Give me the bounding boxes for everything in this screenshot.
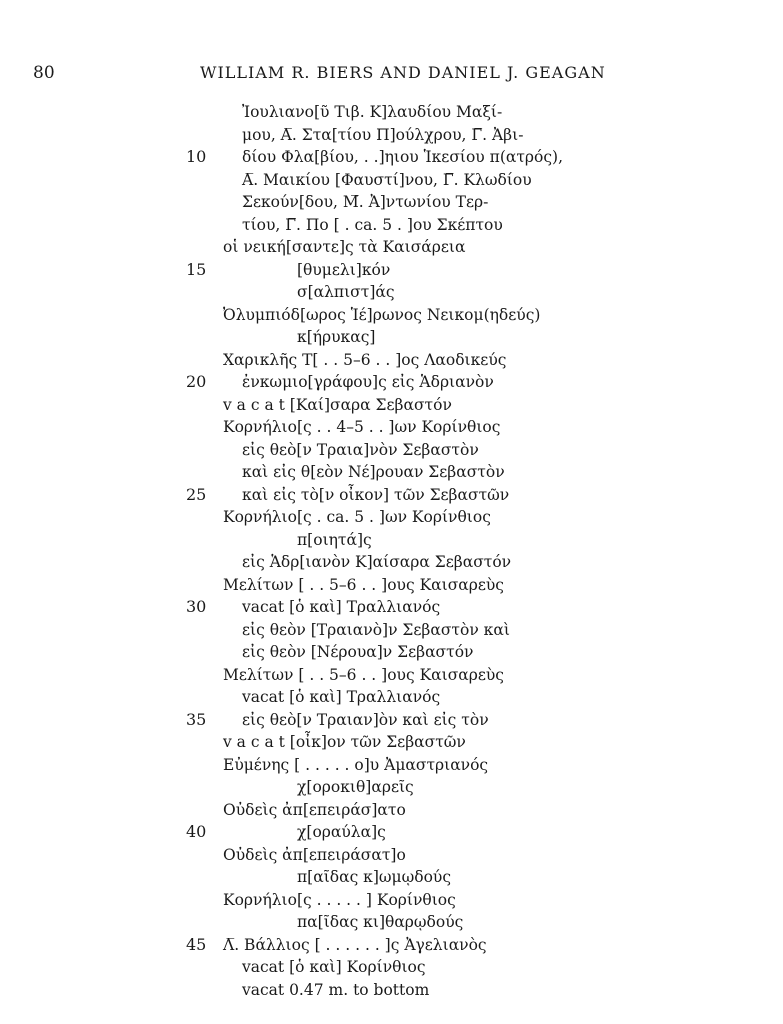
line-text: καὶ εἰς τὸ[ν οἶκον] τῶν Σεβαστῶν <box>242 485 510 504</box>
line-text: Ὀλυμπιόδ[ωρος Ἱέ]ρωνος Νεικομ(ηδεύς) <box>223 305 541 324</box>
line-text: Οὐδεὶς ἀπ[επειράσατ]ο <box>223 845 406 864</box>
line-number: 15 <box>186 259 207 279</box>
inscription-line <box>0 529 783 552</box>
inscription-line <box>0 686 783 709</box>
line-text: Μελίτων [ . . 5–6 . . ]ους Καισαρεὺς <box>223 575 504 594</box>
inscription-line <box>0 934 783 957</box>
inscription-line <box>0 169 783 192</box>
line-text: εἰς θεὸν [Τραιανὸ]ν Σεβαστὸν καὶ <box>242 620 510 639</box>
line-text: καὶ εἰς θ[εὸν Νέ]ρουαν Σεβαστὸν <box>242 463 505 481</box>
line-text: vacat [ὁ καὶ] Κορίνθιος <box>242 958 426 976</box>
line-number: 45 <box>186 934 207 954</box>
line-text: Κορνήλιο[ς . ca. 5 . ]ων Κορίνθιος <box>223 508 491 526</box>
line-text: Κορνήλιο[ς . . 4–5 . . ]ων Κορίνθιος <box>223 418 501 436</box>
inscription-line <box>0 821 783 844</box>
inscription-line <box>0 371 783 394</box>
running-head: WILLIAM R. BIERS AND DANIEL J. GEAGAN <box>200 63 606 82</box>
inscription-line <box>0 754 783 777</box>
line-text: vacat [ὁ καὶ] Τραλλιανός <box>242 688 441 706</box>
inscription-line <box>0 124 783 147</box>
line-text: π[αῖδας κ]ωμῳδούς <box>297 868 452 886</box>
line-text: εἰς Ἁδρ[ιανὸν Κ]αίσαρα Σεβαστόν <box>242 553 512 571</box>
line-text: δίου Φλα[βίου, . .]ηιου Ἱκεσίου π(ατρός), <box>242 148 564 166</box>
line-text: [θυμελι]κόν <box>297 260 391 279</box>
inscription-line <box>0 619 783 642</box>
line-text: Μελίτων [ . . 5–6 . . ]ους Καισαρεὺς <box>223 665 504 684</box>
line-text: κ[ήρυκας] <box>297 328 376 346</box>
inscription-line <box>0 394 783 417</box>
inscription-line <box>0 506 783 529</box>
line-text: εἰς θεὸν [Νέρουα]ν Σεβαστόν <box>242 643 474 661</box>
inscription-line <box>0 979 783 1002</box>
line-text: π[οιητά]ς <box>297 530 372 549</box>
line-text: Α̅. Μαικίου [Φαυστί]νου, Γ̅. Κλωδίου <box>242 170 532 189</box>
line-text: Λ̅. Βάλλιος [ . . . . . . ]ς Ἀγελιανὸς <box>223 935 487 954</box>
line-text: Σεκούν[δου, Μ̅. Ἀ]ντωνίου Τερ- <box>242 193 489 211</box>
line-text: Κορνήλιο[ς . . . . . ] Κορίνθιος <box>223 890 456 909</box>
inscription-line <box>0 709 783 732</box>
line-text: vacat 0.47 m. to bottom <box>242 980 430 999</box>
line-text: Εὐμένης [ . . . . . ο]υ Ἀμαστριανός <box>223 755 489 774</box>
inscription-line <box>0 889 783 912</box>
line-text: οἱ νεική[σαντε]ς τὰ Καισάρεια <box>223 238 466 256</box>
inscription-line <box>0 596 783 619</box>
line-text: Οὐδεὶς ἀπ[επειράσ]ατο <box>223 800 406 819</box>
inscription-line <box>0 326 783 349</box>
inscription-line <box>0 551 783 574</box>
inscription-line <box>0 236 783 259</box>
line-number: 35 <box>186 709 207 729</box>
inscription-line <box>0 191 783 214</box>
inscription-line <box>0 416 783 439</box>
line-text: vacat [ὁ καὶ] Τραλλιανός <box>242 598 441 616</box>
line-text: χ[οραύλα]ς <box>297 823 386 841</box>
line-text: Ἰουλιανο[ῦ Τιβ. Κ]λαυδίου Μαξί- <box>242 103 503 121</box>
inscription-line <box>0 776 783 799</box>
line-text: χ[οροκιθ]αρεῖς <box>297 778 414 796</box>
inscription-line <box>0 574 783 597</box>
inscription-line <box>0 146 783 169</box>
inscription-line <box>0 956 783 979</box>
line-text: εἰς θεὸ[ν Τραιαν]ὸν καὶ εἰς τὸν <box>242 710 489 729</box>
inscription-line <box>0 259 783 282</box>
line-text: Χαρικλῆς Τ[ . . 5–6 . . ]ος Λαοδικεύς <box>223 350 507 369</box>
inscription-line <box>0 484 783 507</box>
inscription-line <box>0 214 783 237</box>
line-text: μου, Α̅. Στα[τίου Π]ούλχρου, Γ̅. Ἀβι- <box>242 125 524 144</box>
line-text: v a c a t [Καί]σαρα Σεβαστόν <box>223 395 452 414</box>
inscription-line <box>0 664 783 687</box>
line-number: 30 <box>186 597 207 616</box>
inscription-line <box>0 799 783 822</box>
line-number: 40 <box>186 822 207 841</box>
line-number: 10 <box>186 147 207 166</box>
line-text: v a c a t [οἶκ]ον τῶν Σεβαστῶν <box>223 733 466 751</box>
line-text: εἰς θεὸ[ν Τραια]νὸν Σεβαστὸν <box>242 440 479 459</box>
line-text: πα[ῖδας κι]θαρῳδούς <box>297 913 464 931</box>
inscription-line <box>0 641 783 664</box>
inscription-line <box>0 731 783 754</box>
inscription-line <box>0 304 783 327</box>
inscription-line <box>0 461 783 484</box>
line-text: ἐνκωμιο[γράφου]ς εἰς Ἁδριανὸν <box>242 373 494 391</box>
inscription-line <box>0 281 783 304</box>
page-number: 80 <box>33 63 55 83</box>
inscription-line <box>0 866 783 889</box>
inscription-line <box>0 349 783 372</box>
inscription-line <box>0 439 783 462</box>
inscription-line <box>0 844 783 867</box>
inscription-line <box>0 101 783 124</box>
inscription-line <box>0 911 783 934</box>
line-text: σ[αλπιστ]άς <box>297 283 395 301</box>
line-text: τίου, Γ̅. Πο [ . ca. 5 . ]ου Σκέπτου <box>242 215 503 234</box>
line-number: 25 <box>186 484 207 504</box>
inscription-text <box>0 101 783 1001</box>
line-number: 20 <box>186 372 207 391</box>
